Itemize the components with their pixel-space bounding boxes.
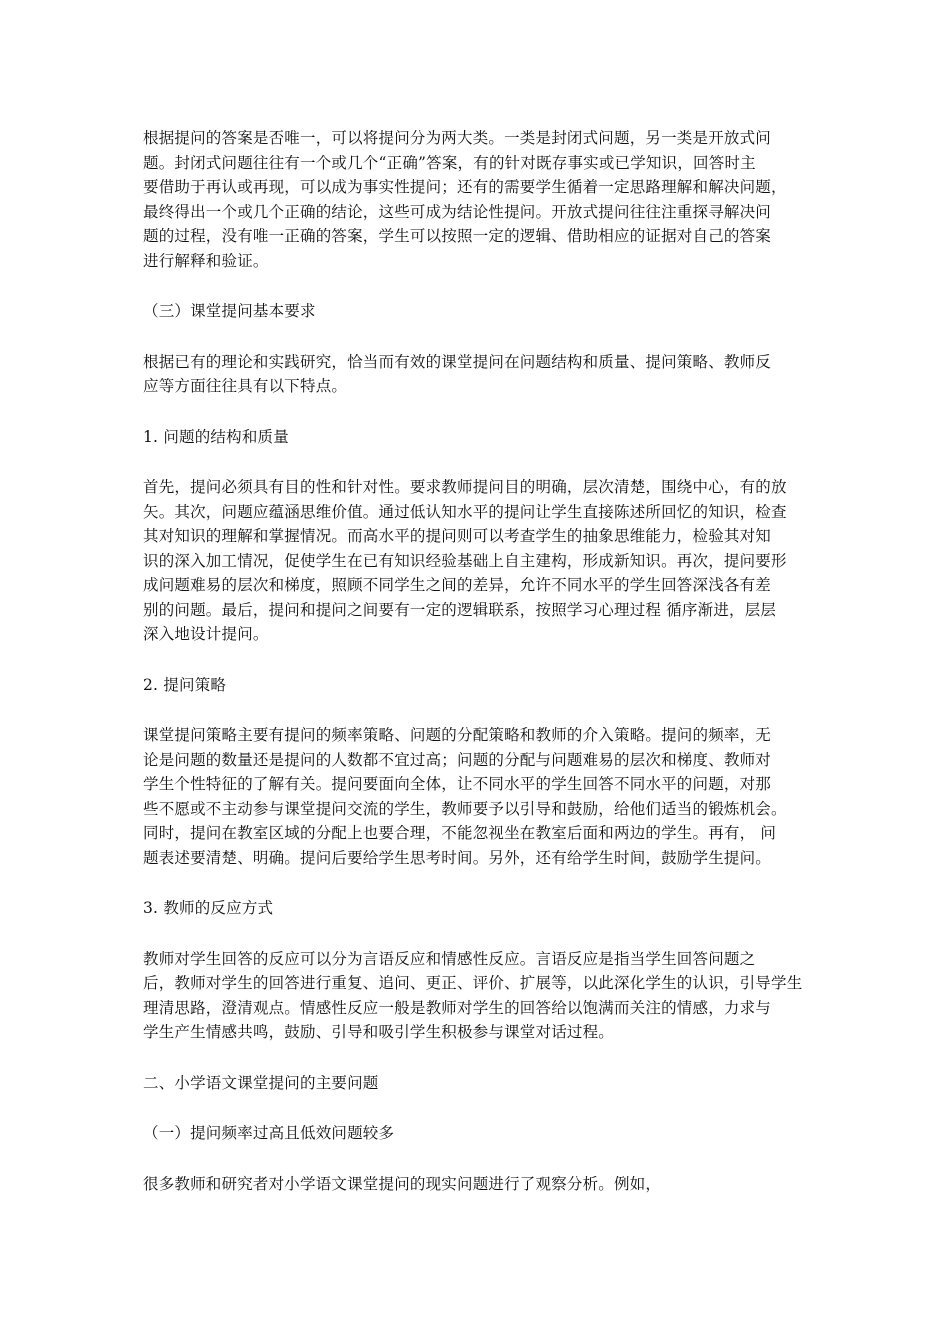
paragraph-line: 学生个性特征的了解有关。提问要面向全体，让不同水平的学生回答不同水平的问题，对那 <box>143 775 772 793</box>
paragraph-line: 根据已有的理论和实践研究，恰当而有效的课堂提问在问题结构和质量、提问策略、教师反 <box>143 352 772 371</box>
paragraph <box>143 475 823 647</box>
paragraph-line: 题。封闭式问题往往有一个或几个“正确”答案，有的针对既存事实或已学知识，回答时主 <box>143 153 756 172</box>
paragraph <box>143 126 823 273</box>
paragraph-line: 题表述要清楚、明确。提问后要给学生思考时间。另外，还有给学生时间，鼓励学生提问。 <box>143 848 772 867</box>
section-heading: （三）课堂提问基本要求 <box>143 302 316 320</box>
section-heading: 1. 问题的结构和质量 <box>143 427 289 446</box>
paragraph-line: 应等方面往往具有以下特点。 <box>143 377 348 395</box>
paragraph-line: 课堂提问策略主要有提问的频率策略、问题的分配策略和教师的介入策略。提问的频率，无 <box>143 726 772 744</box>
paragraph-line: 学生产生情感共鸣，鼓励、引导和吸引学生积极参与课堂对话过程。 <box>143 1023 615 1041</box>
paragraph-line: 进行解释和验证。 <box>143 251 269 270</box>
paragraph-line: 其对知识的理解和掌握情况。而高水平的提问则可以考查学生的抽象思维能力，检验其对知 <box>143 527 772 545</box>
paragraph-line: 首先，提问必须具有目的性和针对性。要求教师提问目的明确，层次清楚，围绕中心，有的放 <box>143 478 787 496</box>
section-heading: 3. 教师的反应方式 <box>143 899 274 917</box>
paragraph-line: 根据提问的答案是否唯一，可以将提问分为两大类。一类是封闭式问题，另一类是开放式问 <box>143 129 772 147</box>
paragraph-line: 很多教师和研究者对小学语文课堂提问的现实问题进行了观察分析。例如， <box>143 1174 662 1193</box>
section-heading: （一）提问频率过高且低效问题较多 <box>143 1124 395 1142</box>
paragraph-line: 深入地设计提问。 <box>143 625 269 643</box>
paragraph-line: 成问题难易的层次和梯度，照顾不同学生之间的差异，允许不同水平的学生回答深浅各有差 <box>143 576 772 594</box>
paragraph-line: 教师对学生回答的反应可以分为言语反应和情感性反应。言语反应是指当学生回答问题之 <box>143 949 756 968</box>
paragraph <box>143 947 823 1045</box>
paragraph-line: 理清思路，澄清观点。情感性反应一般是教师对学生的回答给以饱满而关注的情感，力求与 <box>143 998 772 1017</box>
paragraph-line: 些不愿或不主动参与课堂提问交流的学生，教师要予以引导和鼓励，给他们适当的锻炼机会。 <box>143 799 787 818</box>
paragraph <box>143 350 823 399</box>
paragraph-line: 后，教师对学生的回答进行重复、追问、更正、评价、扩展等，以此深化学生的认识，引导学生 <box>143 974 803 992</box>
paragraph-line: 最终得出一个或几个正确的结论，这些可成为结论性提问。开放式提问往往注重探寻解决问 <box>143 202 772 221</box>
paragraph-line: 别的问题。最后，提问和提问之间要有一定的逻辑联系，按照学习心理过程 循序渐进，层层 <box>143 600 777 619</box>
paragraph-line: 论是问题的数量还是提问的人数都不宜过高；问题的分配与问题难易的层次和梯度、教师对 <box>143 750 772 769</box>
document-page <box>143 126 823 1222</box>
paragraph <box>143 723 823 870</box>
paragraph-line: 题的过程，没有唯一正确的答案，学生可以按照一定的逻辑、借助相应的证据对自己的答案 <box>143 227 772 245</box>
paragraph-line: 要借助于再认或再现，可以成为事实性提问；还有的需要学生循着一定思路理解和解决问题， <box>143 178 787 196</box>
paragraph-line: 矢。其次，问题应蕴涵思维价值。通过低认知水平的提问让学生直接陈述所回忆的知识，检查 <box>143 502 787 521</box>
section-heading: 二、小学语文课堂提问的主要问题 <box>143 1073 379 1092</box>
section-heading: 2. 提问策略 <box>143 675 227 694</box>
paragraph-line: 同时，提问在教室区域的分配上也要合理，不能忽视坐在教室后面和两边的学生。再有， 问 <box>143 824 777 842</box>
paragraph <box>143 1172 823 1197</box>
paragraph-line: 识的深入加工情况，促使学生在已有知识经验基础上自主建构，形成新知识。再次，提问要形 <box>143 551 787 570</box>
